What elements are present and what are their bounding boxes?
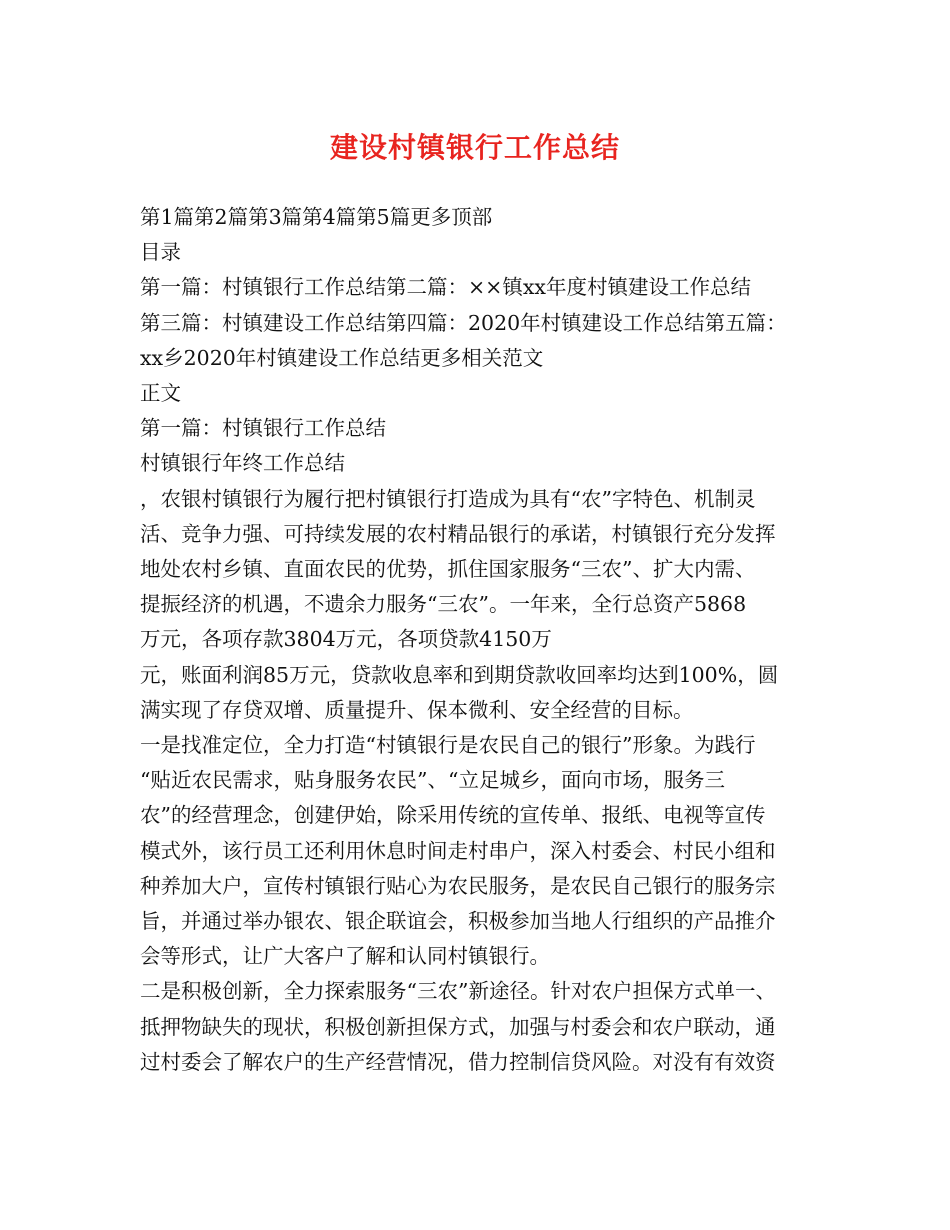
text-line: 一是找准定位，全力打造“村镇银行是农民自己的银行”形象。为践行 xyxy=(140,733,756,758)
text-line: 万元，各项存款3804万元，各项贷款4150万 xyxy=(140,627,552,652)
text-line: 满实现了存贷双增、质量提升、保本微利、安全经营的目标。 xyxy=(140,697,694,722)
text-line: 会等形式，让广大客户了解和认同村镇银行。 xyxy=(140,944,550,969)
toc-heading: 目录 xyxy=(140,240,181,265)
toc-line: 第一篇：村镇银行工作总结第二篇：××镇xx年度村镇建设工作总结 xyxy=(140,275,751,300)
text-line: ，农银村镇银行为履行把村镇银行打造成为具有“农”字特色、机制灵 xyxy=(140,486,756,511)
text-line: 活、竞争力强、可持续发展的农村精品银行的承诺，村镇银行充分发挥 xyxy=(140,521,776,546)
text-line: 二是积极创新，全力探索服务“三农”新途径。针对农户担保方式单一、 xyxy=(140,979,776,1004)
text-line: 地处农村乡镇、直面农民的优势，抓住国家服务“三农”、扩大内需、 xyxy=(140,557,756,582)
section-heading: 第一篇：村镇银行工作总结 xyxy=(140,416,386,441)
text-line: 农”的经营理念，创建伊始，除采用传统的宣传单、报纸、电视等宣传 xyxy=(140,803,766,828)
document-body xyxy=(140,200,820,1080)
text-line: 种养加大户，宣传村镇银行贴心为农民服务，是农民自己银行的服务宗 xyxy=(140,873,776,898)
text-line: 元，账面利润85万元，贷款收息率和到期贷款收回率均达到100%，圆 xyxy=(140,662,779,687)
body-heading: 正文 xyxy=(140,381,181,406)
text-line: 抵押物缺失的现状，积极创新担保方式，加强与村委会和农户联动，通 xyxy=(140,1014,776,1039)
text-line: 过村委会了解农户的生产经营情况，借力控制信贷风险。对没有有效资 xyxy=(140,1049,776,1074)
toc-line: xx乡2020年村镇建设工作总结更多相关范文 xyxy=(140,345,544,370)
document-title: 建设村镇银行工作总结 xyxy=(329,131,620,164)
text-line: 旨，并通过举办银农、银企联谊会，积极参加当地人行组织的产品推介 xyxy=(140,909,776,934)
toc-nav-line: 第1篇第2篇第3篇第4篇第5篇更多顶部 xyxy=(140,205,493,229)
text-line: 模式外，该行员工还利用休息时间走村串户，深入村委会、村民小组和 xyxy=(140,838,776,863)
text-line: “贴近农民需求，贴身服务农民”、“立足城乡，面向市场，服务三 xyxy=(140,768,725,793)
toc-line: 第三篇：村镇建设工作总结第四篇：2020年村镇建设工作总结第五篇： xyxy=(140,310,787,335)
section-subtitle: 村镇银行年终工作总结 xyxy=(140,451,345,476)
text-line: 提振经济的机遇，不遗余力服务“三农”。一年来，全行总资产5868 xyxy=(140,592,747,617)
